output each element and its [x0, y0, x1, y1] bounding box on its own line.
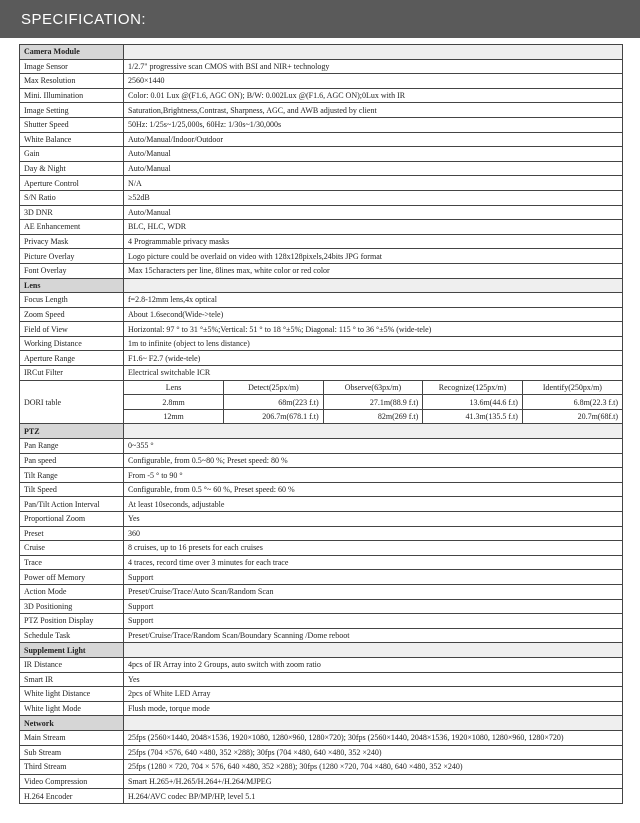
spec-value: 1/2.7" progressive scan CMOS with BSI and NIR+ technology — [124, 59, 623, 74]
spec-value: At least 10seconds, adjustable — [124, 497, 623, 512]
spec-label: Video Compression — [20, 774, 124, 789]
spec-row-image-sensor — [20, 59, 623, 74]
section-fill — [124, 45, 623, 60]
spec-label: Pan/Tilt Action Interval — [20, 497, 124, 512]
spec-label: Trace — [20, 555, 124, 570]
spec-label: Schedule Task — [20, 628, 124, 643]
section-fill — [124, 424, 623, 439]
spec-value: 25fps (2560×1440, 2048×1536, 1920×1080, 1280×960, 1280×720); 30fps (2560×1440, 2048×1536, 1920×1080, 1280×960, 1280×720) — [124, 730, 623, 745]
spec-row-picture-overlay — [20, 249, 623, 264]
spec-value: 2pcs of White LED Array — [124, 687, 623, 702]
spec-row-working-distance — [20, 336, 623, 351]
spec-label: Zoom Speed — [20, 307, 124, 322]
section-title: Lens — [20, 278, 124, 293]
spec-row-privacy-mask — [20, 234, 623, 249]
spec-row-aperture-control — [20, 176, 623, 191]
spec-label: 3D DNR — [20, 205, 124, 220]
spec-row-video-compression — [20, 774, 623, 789]
dori-header-lens: Lens — [124, 381, 224, 395]
dori-identify: 20.7m(68f.t) — [522, 409, 622, 423]
section-fill — [124, 278, 623, 293]
spec-label: H.264 Encoder — [20, 789, 124, 804]
spec-row-tilt-speed — [20, 482, 623, 497]
dori-detect: 68m(223 f.t) — [224, 395, 324, 410]
spec-value: 4 Programmable privacy masks — [124, 234, 623, 249]
spec-label: Tilt Speed — [20, 482, 124, 497]
spec-value: Max 15characters per line, 8lines max, white color or red color — [124, 263, 623, 278]
spec-label: Tilt Range — [20, 468, 124, 483]
dori-data-row — [124, 395, 622, 410]
spec-label: Main Stream — [20, 730, 124, 745]
spec-row-mini-illumination — [20, 88, 623, 103]
spec-row-image-setting — [20, 103, 623, 118]
spec-row-gain — [20, 147, 623, 162]
dori-lens: 12mm — [124, 409, 224, 423]
spec-value: 0~355 ° — [124, 439, 623, 454]
spec-row-tilt-range — [20, 468, 623, 483]
spec-row-cruise — [20, 541, 623, 556]
spec-label: Smart IR — [20, 672, 124, 687]
spec-row-ir-distance — [20, 657, 623, 672]
spec-value: 8 cruises, up to 16 presets for each cruises — [124, 541, 623, 556]
dori-lens: 2.8mm — [124, 395, 224, 410]
spec-row-ircut-filter — [20, 366, 623, 381]
spec-row-ae-enhancement — [20, 220, 623, 235]
dori-row — [20, 380, 623, 424]
spec-value: Yes — [124, 512, 623, 527]
spec-value: Preset/Cruise/Trace/Auto Scan/Random Scan — [124, 584, 623, 599]
spec-value: Auto/Manual — [124, 161, 623, 176]
spec-row-pan-range — [20, 439, 623, 454]
spec-row-main-stream — [20, 730, 623, 745]
spec-label: Preset — [20, 526, 124, 541]
spec-label: White light Mode — [20, 701, 124, 716]
spec-label: Cruise — [20, 541, 124, 556]
spec-label: Focus Length — [20, 293, 124, 308]
dori-header-recognize: Recognize(125px/m) — [423, 381, 523, 395]
spec-label: White light Distance — [20, 687, 124, 702]
spec-label: IRCut Filter — [20, 366, 124, 381]
spec-label: Pan Range — [20, 439, 124, 454]
spec-value: Support — [124, 570, 623, 585]
dori-table — [124, 381, 622, 424]
spec-value: F1.6~ F2.7 (wide-tele) — [124, 351, 623, 366]
spec-row-white-light-distance — [20, 687, 623, 702]
dori-detect: 206.7m(678.1 f.t) — [224, 409, 324, 423]
spec-label: PTZ Position Display — [20, 614, 124, 629]
dori-observe: 82m(269 f.t) — [323, 409, 423, 423]
spec-value: 25fps (1280 × 720, 704 × 576, 640 ×480, 352 ×288); 30fps (1280 ×720, 704 ×480, 640 ×480, 352 ×240) — [124, 760, 623, 775]
spec-label: Max Resolution — [20, 74, 124, 89]
spec-label: Aperture Range — [20, 351, 124, 366]
spec-value: Support — [124, 614, 623, 629]
spec-table — [19, 44, 623, 804]
dori-recognize: 41.3m(135.5 f.t) — [423, 409, 523, 423]
spec-value: 50Hz: 1/25s~1/25,000s, 60Hz: 1/30s~1/30,000s — [124, 117, 623, 132]
spec-row-white-light-mode — [20, 701, 623, 716]
spec-value: Auto/Manual — [124, 147, 623, 162]
spec-value: BLC, HLC, WDR — [124, 220, 623, 235]
dori-data-row — [124, 409, 622, 423]
spec-row-smart-ir — [20, 672, 623, 687]
spec-value: 25fps (704 ×576, 640 ×480, 352 ×288); 30fps (704 ×480, 640 ×480, 352 ×240) — [124, 745, 623, 760]
spec-banner — [0, 0, 640, 38]
spec-label: Action Mode — [20, 584, 124, 599]
spec-row-sub-stream — [20, 745, 623, 760]
dori-recognize: 13.6m(44.6 f.t) — [423, 395, 523, 410]
dori-header-identify: Identify(250px/m) — [542, 382, 602, 392]
spec-row-white-balance — [20, 132, 623, 147]
dori-header-observe: Observe(63px/m) — [323, 381, 423, 395]
spec-label: White Balance — [20, 132, 124, 147]
spec-row-third-stream — [20, 760, 623, 775]
spec-row-s-n-ratio — [20, 190, 623, 205]
spec-label: Image Setting — [20, 103, 124, 118]
spec-value: Auto/Manual/Indoor/Outdoor — [124, 132, 623, 147]
spec-value: Color: 0.01 Lux @(F1.6, AGC ON); B/W: 0.002Lux @(F1.6, AGC ON);0Lux with IR — [124, 88, 623, 103]
spec-row-3d-positioning — [20, 599, 623, 614]
spec-value: Horizontal: 97 ° to 31 °±5%;Vertical: 51 ° to 18 °±5%; Diagonal: 115 ° to 36 °±5% (wide-tele) — [124, 322, 623, 337]
spec-row-day-night — [20, 161, 623, 176]
spec-value: Auto/Manual — [124, 205, 623, 220]
spec-label: Third Stream — [20, 760, 124, 775]
spec-value: Electrical switchable ICR — [124, 366, 623, 381]
spec-label: Day & Night — [20, 161, 124, 176]
dori-identify: 6.8m(22.3 f.t) — [522, 395, 622, 410]
spec-row-focus-length — [20, 293, 623, 308]
dori-cell — [124, 380, 623, 424]
section-title: PTZ — [20, 424, 124, 439]
spec-title: SPECIFICATION: — [21, 10, 147, 28]
spec-value: 360 — [124, 526, 623, 541]
spec-value: 2560×1440 — [124, 74, 623, 89]
section-header-lens — [20, 278, 623, 293]
spec-label: Pan speed — [20, 453, 124, 468]
spec-row-preset — [20, 526, 623, 541]
spec-value: Logo picture could be overlaid on video with 128x128pixels,24bits JPG format — [124, 249, 623, 264]
spec-value: H.264/AVC codec BP/MP/HP, level 5.1 — [124, 789, 623, 804]
spec-label: Aperture Control — [20, 176, 124, 191]
spec-value: From -5 ° to 90 ° — [124, 468, 623, 483]
spec-row-proportional-zoom — [20, 512, 623, 527]
spec-value: ≥52dB — [124, 190, 623, 205]
section-title: Supplement Light — [20, 643, 124, 658]
section-title: Camera Module — [20, 45, 124, 60]
spec-row-font-overlay — [20, 263, 623, 278]
spec-value: Preset/Cruise/Trace/Random Scan/Boundary Scanning /Dome reboot — [124, 628, 623, 643]
spec-label: Gain — [20, 147, 124, 162]
spec-value: Configurable, from 0.5~80 %; Preset speed: 80 % — [124, 453, 623, 468]
section-header-ptz — [20, 424, 623, 439]
spec-row-action-mode — [20, 584, 623, 599]
spec-label: IR Distance — [20, 657, 124, 672]
section-fill — [124, 643, 623, 658]
spec-value: 4pcs of IR Array into 2 Groups, auto switch with zoom ratio — [124, 657, 623, 672]
spec-label: 3D Positioning — [20, 599, 124, 614]
spec-label: Mini. Illumination — [20, 88, 124, 103]
spec-row-aperture-range — [20, 351, 623, 366]
spec-value: f=2.8-12mm lens,4x optical — [124, 293, 623, 308]
spec-value: Support — [124, 599, 623, 614]
spec-value: Saturation,Brightness,Contrast, Sharpness, AGC, and AWB adjusted by client — [124, 103, 623, 118]
spec-row-trace — [20, 555, 623, 570]
spec-label: Field of View — [20, 322, 124, 337]
spec-row-pan-tilt-action-interval — [20, 497, 623, 512]
section-header-network — [20, 716, 623, 731]
section-header-camera-module — [20, 45, 623, 60]
spec-value: 1m to infinite (object to lens distance) — [124, 336, 623, 351]
spec-row-max-resolution — [20, 74, 623, 89]
spec-label: Font Overlay — [20, 263, 124, 278]
spec-row-schedule-task — [20, 628, 623, 643]
spec-label: Sub Stream — [20, 745, 124, 760]
spec-value: N/A — [124, 176, 623, 191]
spec-label: Power off Memory — [20, 570, 124, 585]
spec-row-h-264-encoder — [20, 789, 623, 804]
spec-label: Image Sensor — [20, 59, 124, 74]
spec-row-pan-speed — [20, 453, 623, 468]
spec-value: 4 traces, record time over 3 minutes for each trace — [124, 555, 623, 570]
spec-label: Working Distance — [20, 336, 124, 351]
spec-row-power-off-memory — [20, 570, 623, 585]
dori-header-row — [124, 381, 622, 395]
spec-table-body — [20, 45, 623, 804]
section-header-supplement-light — [20, 643, 623, 658]
spec-label: Shutter Speed — [20, 117, 124, 132]
spec-value: Flush mode, torque mode — [124, 701, 623, 716]
spec-row-field-of-view — [20, 322, 623, 337]
spec-value: Configurable, from 0.5 °~ 60 %, Preset speed: 60 % — [124, 482, 623, 497]
dori-header-detect: Detect(25px/m) — [224, 381, 324, 395]
spec-value: Smart H.265+/H.265/H.264+/H.264/MJPEG — [124, 774, 623, 789]
spec-row-zoom-speed — [20, 307, 623, 322]
spec-row-ptz-position-display — [20, 614, 623, 629]
dori-label: DORI table — [20, 380, 124, 424]
spec-value: Yes — [124, 672, 623, 687]
dori-observe: 27.1m(88.9 f.t) — [323, 395, 423, 410]
spec-row-3d-dnr — [20, 205, 623, 220]
spec-label: AE Enhancement — [20, 220, 124, 235]
spec-label: Picture Overlay — [20, 249, 124, 264]
section-title: Network — [20, 716, 124, 731]
spec-label: Proportional Zoom — [20, 512, 124, 527]
section-fill — [124, 716, 623, 731]
spec-value: About 1.6second(Wide->tele) — [124, 307, 623, 322]
spec-label: Privacy Mask — [20, 234, 124, 249]
spec-label: S/N Ratio — [20, 190, 124, 205]
spec-row-shutter-speed — [20, 117, 623, 132]
